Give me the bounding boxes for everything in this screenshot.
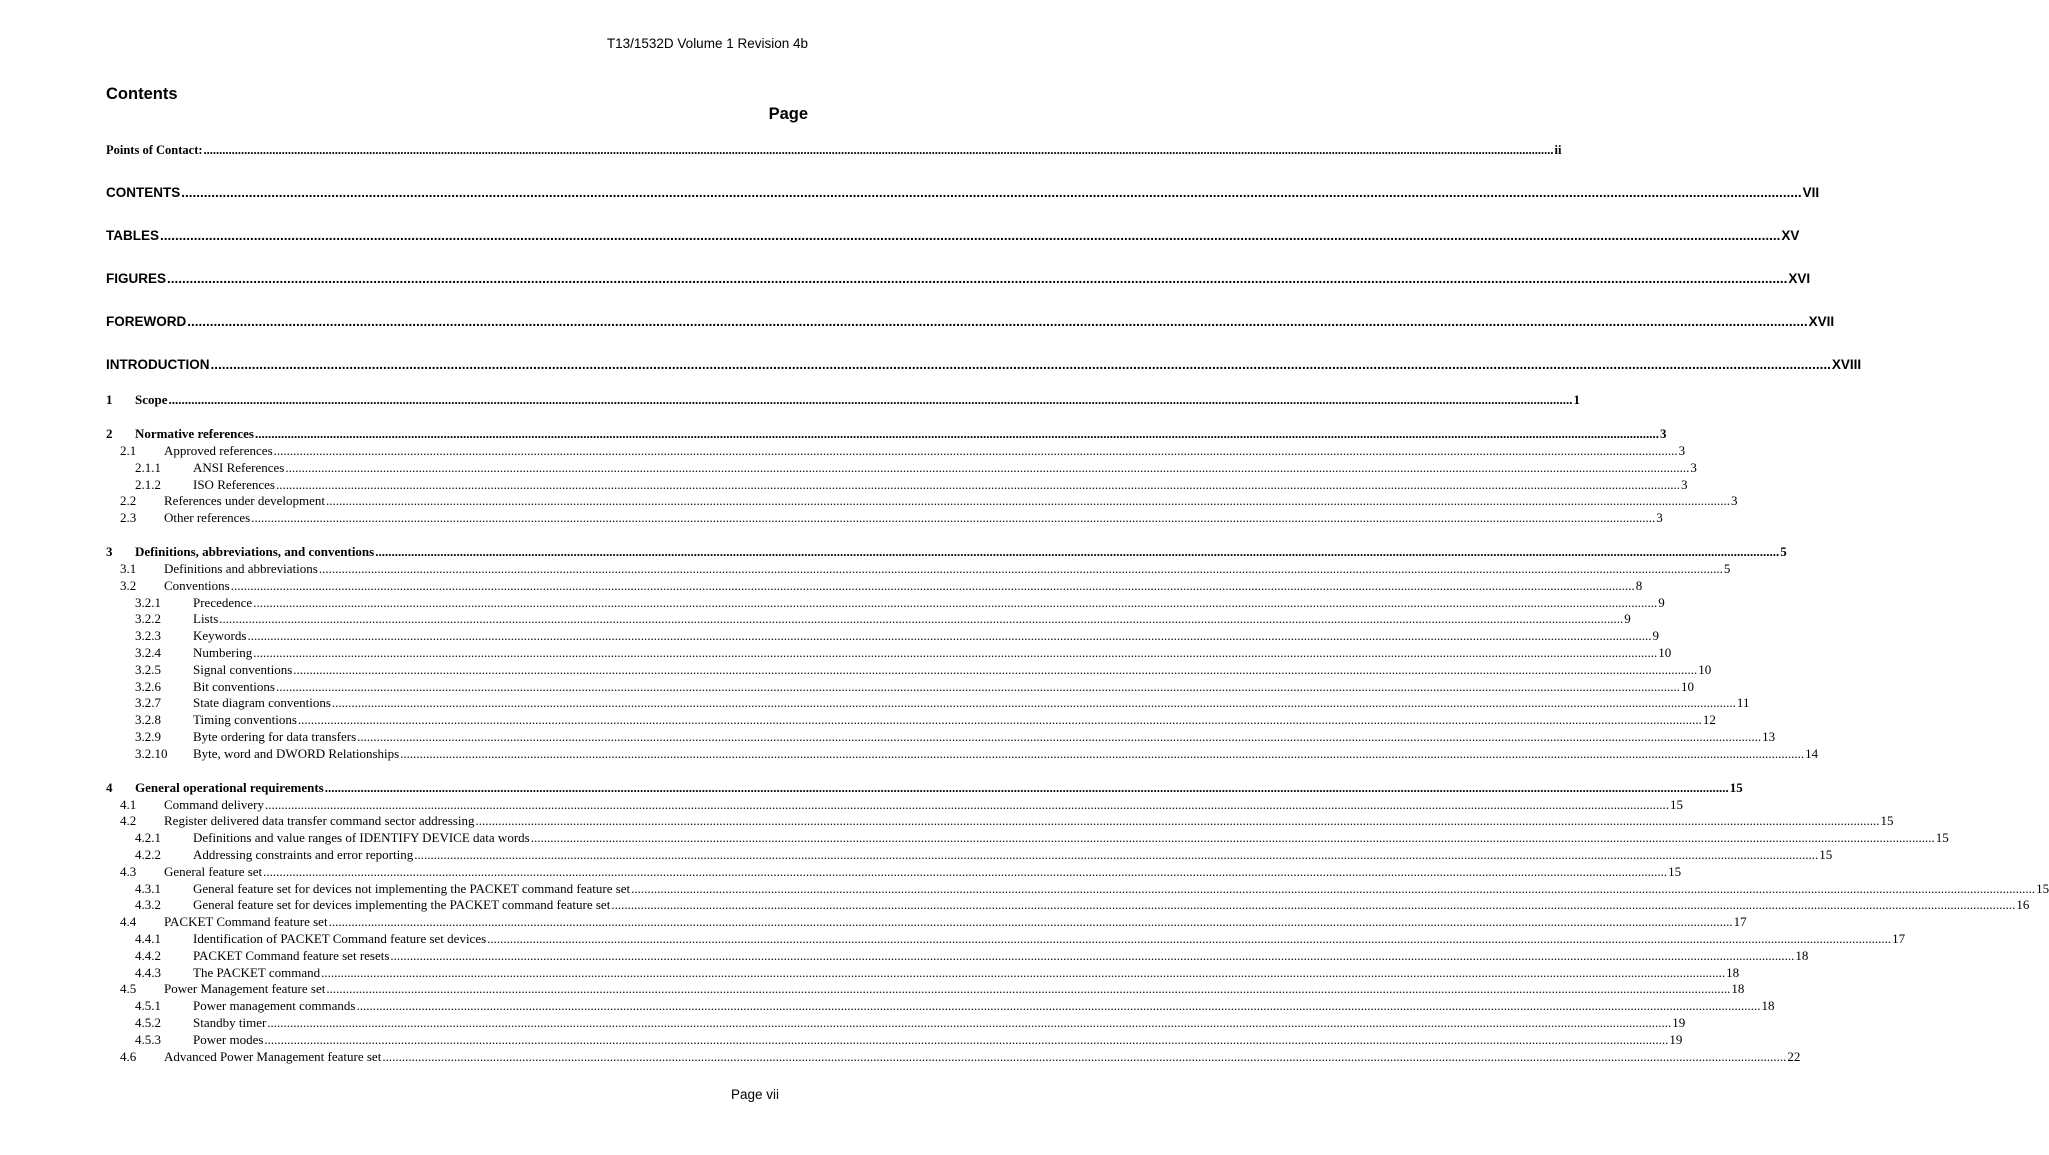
toc-entry[interactable] [0,313,1835,330]
toc-entry-title: Conventions [164,578,230,593]
toc-entry[interactable] [0,644,1672,661]
dot-leader: ................................................................................................................................................................................................................................................................................................................................................................................................................................................ [326,981,1731,996]
toc-entry-title: Byte ordering for data transfers [193,729,357,744]
toc-entry-title: Definitions and value ranges of IDENTIFY DEVICE data words [193,830,530,845]
toc-entry-number: 2.2 [120,493,137,508]
dot-leader: ................................................................................................................................................................................................................................................................................................................................................................................................................................................ [382,1049,1787,1064]
toc-entry-page: 10 [1680,679,1694,694]
dot-leader: ................................................................................................................................................................................................................................................................................................................................................................................................................................................ [324,780,1729,795]
dot-leader: ................................................................................................................................................................................................................................................................................................................................................................................................................................................ [167,271,1788,286]
toc-entry-number: 4.5.1 [135,998,161,1013]
toc-entry-page: 14 [1805,746,1819,761]
dot-leader: ................................................................................................................................................................................................................................................................................................................................................................................................................................................ [255,426,1659,441]
dot-leader: ................................................................................................................................................................................................................................................................................................................................................................................................................................................ [331,695,1736,710]
toc-entry-title: Lists [193,611,219,626]
toc-entry-title: Power Management feature set [164,981,326,996]
toc-entry[interactable] [0,184,1820,201]
page-footer: Page vii [731,1087,780,1102]
toc-entry-number: 3.2.7 [135,695,161,710]
dot-leader: ................................................................................................................................................................................................................................................................................................................................................................................................................................................ [160,228,1781,243]
toc-entry-title: Command delivery [164,797,265,812]
dot-leader: ................................................................................................................................................................................................................................................................................................................................................................................................................................................ [530,830,1935,845]
toc-entry[interactable] [0,947,1809,964]
toc-entry[interactable] [0,896,2030,913]
dot-leader: ................................................................................................................................................................................................................................................................................................................................................................................................................................................ [375,544,1780,559]
dot-leader: ................................................................................................................................................................................................................................................................................................................................................................................................................................................ [414,847,1819,862]
toc-entry-number: 3.2.2 [135,611,161,626]
toc-entry-page: VII [1802,185,1820,200]
toc-entry-title: FIGURES [106,271,167,286]
toc-entry-page: 3 [1690,460,1697,475]
toc-entry[interactable] [0,425,1667,442]
toc-entry-page: 17 [1733,914,1747,929]
toc-entry-title: ISO References [193,477,275,492]
toc-entry[interactable] [0,1031,1683,1048]
toc-entry-page: 19 [1669,1032,1683,1047]
toc-entry-page: 11 [1736,695,1750,710]
toc-entry-title: References under development [164,493,325,508]
dot-leader: ................................................................................................................................................................................................................................................................................................................................................................................................................................................ [267,1015,1672,1030]
toc-entry-title: FOREWORD [106,314,187,329]
toc-entry-number: 4 [106,780,113,795]
toc-entry-number: 3.2.1 [135,595,161,610]
toc-entry-page: 15 [1880,813,1894,828]
dot-leader: ................................................................................................................................................................................................................................................................................................................................................................................................................................................ [357,729,1762,744]
toc-entry[interactable] [0,913,1747,930]
running-header: T13/1532D Volume 1 Revision 4b [606,36,808,51]
toc-entry-page: 9 [1624,611,1631,626]
toc-entry-number: 3.2.10 [135,746,168,761]
toc-entry-page: 9 [1652,628,1659,643]
toc-entry[interactable] [0,142,1562,159]
toc-entry[interactable] [0,227,1800,244]
toc-entry-title: Scope [135,392,168,407]
toc-entry-number: 3 [106,544,113,559]
toc-entry-page: 16 [2016,897,2030,912]
toc-entry-page: 18 [1731,981,1745,996]
toc-entry-page: XVIII [1831,357,1862,372]
toc-entry-page: 15 [1729,780,1743,795]
toc-entry-title: Other references [164,510,251,525]
toc-entry-title: Advanced Power Management feature set [164,1049,382,1064]
toc-entry[interactable] [0,997,1775,1014]
toc-entry-number: 4.3.2 [135,897,161,912]
toc-entry-number: 3.2.9 [135,729,161,744]
toc-entry-page: 15 [1819,847,1833,862]
toc-entry-number: 3.2 [120,578,137,593]
toc-entry-page: 15 [1935,830,1949,845]
toc-entry-number: 4.6 [120,1049,137,1064]
toc-entry-title: CONTENTS [106,185,181,200]
toc-entry[interactable] [0,796,1684,813]
toc-entry-number: 4.2 [120,813,137,828]
toc-entry[interactable] [0,930,1906,947]
dot-leader: ................................................................................................................................................................................................................................................................................................................................................................................................................................................ [275,679,1680,694]
toc-entry[interactable] [0,492,1738,509]
toc-entry-number: 2 [106,426,113,441]
toc-entry-page: 3 [1660,426,1667,441]
toc-entry-page: 18 [1761,998,1775,1013]
toc-entry[interactable] [0,745,1819,762]
toc-entry-title: Signal conventions [193,662,293,677]
toc-entry-title: ANSI References [193,460,285,475]
toc-entry-title: Power management commands [193,998,356,1013]
toc-entry-title: PACKET Command feature set resets [193,948,390,963]
toc-entry[interactable] [0,829,1949,846]
toc-entry[interactable] [0,577,1643,594]
toc-entry[interactable] [0,509,1663,526]
dot-leader: ................................................................................................................................................................................................................................................................................................................................................................................................................................................ [219,611,1624,626]
page-title: Contents [106,85,178,103]
toc-entry-number: 4.1 [120,797,137,812]
toc-entry-title: Register delivered data transfer command sector addressing [164,813,475,828]
toc-entry-page: 15 [1668,864,1682,879]
toc-entry[interactable] [0,880,2049,897]
toc-entry-number: 4.4.3 [135,965,161,980]
dot-leader: ................................................................................................................................................................................................................................................................................................................................................................................................................................................ [168,392,1573,407]
dot-leader: ................................................................................................................................................................................................................................................................................................................................................................................................................................................ [264,1032,1669,1047]
toc-entry[interactable] [0,964,1740,981]
dot-leader: ................................................................................................................................................................................................................................................................................................................................................................................................................................................ [253,595,1658,610]
toc-entry-title: Definitions, abbreviations, and conventions [135,544,375,559]
dot-leader: ................................................................................................................................................................................................................................................................................................................................................................................................................................................ [318,561,1723,576]
toc-entry[interactable] [0,560,1731,577]
toc-entry-number: 2.3 [120,510,137,525]
dot-leader: ................................................................................................................................................................................................................................................................................................................................................................................................................................................ [251,510,1656,525]
dot-leader: ................................................................................................................................................................................................................................................................................................................................................................................................................................................ [181,185,1802,200]
toc-entry-page: 9 [1658,595,1665,610]
toc-entry-page: 15 [1670,797,1684,812]
toc-entry-page: XVI [1788,271,1811,286]
toc-entry[interactable] [0,779,1743,796]
toc-entry-title: Addressing constraints and error reporting [193,847,414,862]
toc-entry-page: 5 [1723,561,1731,576]
toc-entry-page: 15 [2036,881,2049,896]
toc-entry-title: INTRODUCTION [106,357,210,372]
toc-entry-title: TABLES [106,228,159,243]
dot-leader: ................................................................................................................................................................................................................................................................................................................................................................................................................................................ [356,998,1761,1013]
toc-entry-number: 4.5.3 [135,1032,161,1047]
toc-entry-number: 4.5 [120,981,137,996]
dot-leader: ................................................................................................................................................................................................................................................................................................................................................................................................................................................ [247,628,1652,643]
toc-entry[interactable] [0,270,1811,287]
toc-entry-page: ii [1554,143,1562,157]
toc-entry-page: XVII [1808,314,1835,329]
dot-leader: ................................................................................................................................................................................................................................................................................................................................................................................................................................................ [475,813,1880,828]
toc-entry-title: State diagram conventions [193,695,331,710]
toc-entry[interactable] [0,442,1686,459]
toc-entry-number: 4.5.2 [135,1015,161,1030]
toc-entry[interactable] [0,661,1712,678]
dot-leader: ................................................................................................................................................................................................................................................................................................................................................................................................................................................ [325,493,1730,508]
dot-leader: ................................................................................................................................................................................................................................................................................................................................................................................................................................................ [187,314,1808,329]
toc-entry[interactable] [0,1048,1801,1065]
toc-entry-number: 4.3 [120,864,137,879]
toc-entry-page: 19 [1672,1015,1686,1030]
toc-entry-page: 1 [1573,392,1580,407]
dot-leader: ................................................................................................................................................................................................................................................................................................................................................................................................................................................ [265,797,1670,812]
dot-leader: ................................................................................................................................................................................................................................................................................................................................................................................................................................................ [275,477,1680,492]
dot-leader: ................................................................................................................................................................................................................................................................................................................................................................................................................................................ [321,965,1726,980]
toc-entry-page: 10 [1698,662,1712,677]
toc-entry-number: 4.2.1 [135,830,161,845]
toc-entry-page: 3 [1730,493,1738,508]
toc-entry-number: 3.2.5 [135,662,161,677]
dot-leader: ................................................................................................................................................................................................................................................................................................................................................................................................................................................ [203,143,1554,157]
dot-leader: ................................................................................................................................................................................................................................................................................................................................................................................................................................................ [273,443,1678,458]
toc-entry-page: 8 [1635,578,1643,593]
toc-entry-title: Numbering [193,645,253,660]
toc-entry-page: 5 [1780,544,1787,559]
toc-entry-number: 3.2.8 [135,712,161,727]
toc-entry[interactable] [0,863,1682,880]
toc-entry[interactable] [0,980,1745,997]
toc-entry[interactable] [0,846,1833,863]
toc-entry-title: Power modes [193,1032,264,1047]
toc-entry[interactable] [0,1014,1686,1031]
toc-entry-number: 2.1.2 [135,477,161,492]
toc-entry-number: 4.4.2 [135,948,161,963]
dot-leader: ................................................................................................................................................................................................................................................................................................................................................................................................................................................ [210,357,1831,372]
toc-entry-number: 4.4.1 [135,931,161,946]
toc-entry-number: 4.4 [120,914,137,929]
toc-entry-page: 13 [1762,729,1776,744]
toc-entry-page: 18 [1795,948,1809,963]
toc-entry-title: Timing conventions [193,712,297,727]
toc-entry-title: Normative references [135,426,254,441]
dot-leader: ................................................................................................................................................................................................................................................................................................................................................................................................................................................ [293,662,1698,677]
toc-entry-number: 4.3.1 [135,881,161,896]
dot-leader: ................................................................................................................................................................................................................................................................................................................................................................................................................................................ [230,578,1635,593]
toc-entry-title: Standby timer [193,1015,267,1030]
toc-entry-title: General feature set for devices not implementing the PACKET command feature set [193,881,631,896]
toc-entry-number: 2.1 [120,443,137,458]
toc-entry-number: 1 [106,392,113,407]
dot-leader: ................................................................................................................................................................................................................................................................................................................................................................................................................................................ [328,914,1733,929]
toc-entry[interactable] [0,728,1776,745]
dot-leader: ................................................................................................................................................................................................................................................................................................................................................................................................................................................ [400,746,1805,761]
dot-leader: ................................................................................................................................................................................................................................................................................................................................................................................................................................................ [263,864,1668,879]
toc-entry-title: Byte, word and DWORD Relationships [193,746,400,761]
toc-entry-title: General operational requirements [135,780,324,795]
toc-entry-page: 3 [1656,510,1663,525]
dot-leader: ................................................................................................................................................................................................................................................................................................................................................................................................................................................ [390,948,1795,963]
toc-entry-title: General feature set for devices implementing the PACKET command feature set [193,897,611,912]
toc-entry[interactable] [0,627,1659,644]
toc-entry-title: PACKET Command feature set [164,914,328,929]
toc-entry-number: 3.2.3 [135,628,161,643]
toc-entry-page: 17 [1892,931,1906,946]
dot-leader: ................................................................................................................................................................................................................................................................................................................................................................................................................................................ [285,460,1690,475]
toc-entry-number: 4.2.2 [135,847,161,862]
toc-entry[interactable] [0,543,1787,560]
toc-entry[interactable] [0,459,1697,476]
toc-entry-title: Bit conventions [193,679,275,694]
dot-leader: ................................................................................................................................................................................................................................................................................................................................................................................................................................................ [631,881,2036,896]
toc-entry[interactable] [0,694,1750,711]
toc-entry[interactable] [0,391,1580,408]
toc-entry[interactable] [0,476,1688,493]
toc-entry-page: 12 [1702,712,1716,727]
toc-entry-title: Definitions and abbreviations [164,561,318,576]
toc-entry-title: Identification of PACKET Command feature set devices [193,931,487,946]
toc-entry-page: XV [1781,228,1800,243]
toc-entry[interactable] [0,610,1631,627]
toc-entry-title: General feature set [164,864,263,879]
toc-entry-number: 2.1.1 [135,460,161,475]
toc-entry-page: 18 [1726,965,1740,980]
toc-entry-number: 3.2.6 [135,679,161,694]
toc-entry-number: 3.1 [120,561,137,576]
toc-entry-page: 10 [1658,645,1672,660]
toc-entry[interactable] [0,356,1862,373]
toc-entry-number: 3.2.4 [135,645,161,660]
toc-entry-title: Points of Contact: [106,143,203,157]
toc-entry-page: 3 [1680,477,1688,492]
toc-entry[interactable] [0,678,1694,695]
toc-entry-title: Keywords [193,628,247,643]
page-column-label: Page [768,105,808,123]
toc-entry-title: The PACKET command [193,965,321,980]
dot-leader: ................................................................................................................................................................................................................................................................................................................................................................................................................................................ [297,712,1702,727]
toc-entry-title: Approved references [164,443,273,458]
toc-entry[interactable] [0,812,1894,829]
dot-leader: ................................................................................................................................................................................................................................................................................................................................................................................................................................................ [253,645,1658,660]
dot-leader: ................................................................................................................................................................................................................................................................................................................................................................................................................................................ [487,931,1892,946]
toc-entry-page: 22 [1787,1049,1801,1064]
dot-leader: ................................................................................................................................................................................................................................................................................................................................................................................................................................................ [611,897,2016,912]
toc-entry[interactable] [0,594,1665,611]
toc-entry-page: 3 [1678,443,1686,458]
toc-entry[interactable] [0,711,1716,728]
toc-entry-title: Precedence [193,595,253,610]
